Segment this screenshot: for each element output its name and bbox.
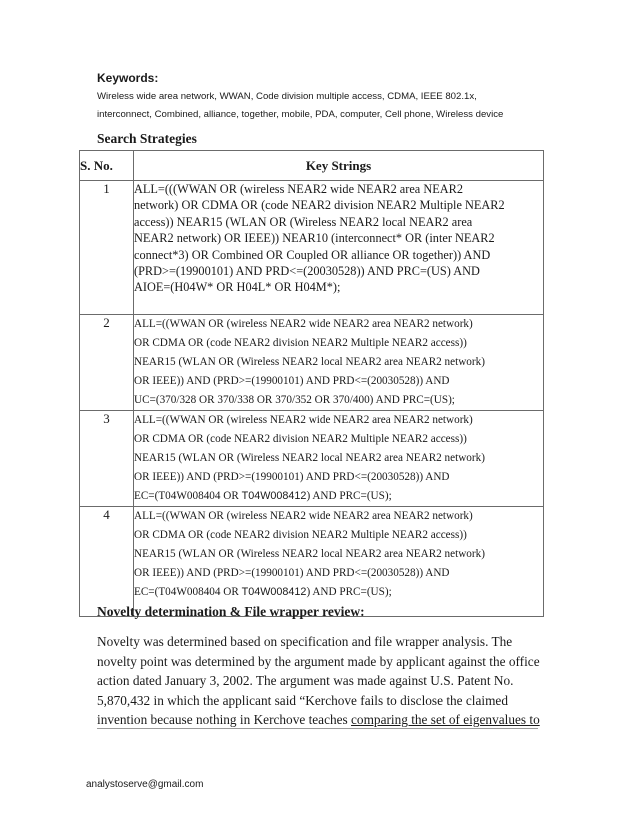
paragraph-line: Novelty was determined based on specification and file wrapper analysis. The — [97, 634, 513, 649]
footer-email: analystoserve@gmail.com — [86, 779, 204, 790]
key-string-line: ALL=((WWAN OR (wireless NEAR2 wide NEAR2 area NEAR2 network) — [134, 414, 473, 426]
key-string-line: NEAR15 (WLAN OR (Wireless NEAR2 local NEAR2 area NEAR2 network) — [134, 452, 485, 464]
key-string-line: ALL=((WWAN OR (wireless NEAR2 wide NEAR2 area NEAR2 network) — [134, 318, 473, 330]
key-string-line — [134, 487, 543, 506]
search-strategies-table — [79, 150, 544, 617]
key-string-text: ) AND PRC=(US); — [306, 490, 392, 502]
keywords-line: Wireless wide area network, WWAN, Code division multiple access, CDMA, IEEE 802.1x, — [97, 91, 477, 102]
key-string-line: NEAR2 network) OR IEEE)) NEAR10 (interconnect* OR (inter NEAR2 — [134, 231, 495, 246]
table-row — [80, 181, 544, 315]
key-string-cell — [134, 181, 544, 315]
key-string-line: NEAR15 (WLAN OR (Wireless NEAR2 local NEAR2 area NEAR2 network) — [134, 356, 485, 368]
row-number: 3 — [80, 411, 134, 507]
key-string-line: OR IEEE)) AND (PRD>=(19900101) AND PRD<=(20030528)) AND — [134, 567, 450, 579]
underlined-text: comparing the set of eigenvalues to — [351, 712, 540, 728]
key-string-line: NEAR15 (WLAN OR (Wireless NEAR2 local NEAR2 area NEAR2 network) — [134, 548, 485, 560]
table-row — [80, 507, 544, 617]
column-header-sno: S. No. — [80, 151, 134, 181]
class-code: T04W008412 — [241, 586, 307, 598]
key-string-text: EC=(T04W008404 OR — [134, 586, 242, 598]
paragraph-line: novelty point was determined by the argument made by applicant against the office — [97, 653, 540, 669]
key-string-line: ALL=(((WWAN OR (wireless NEAR2 wide NEAR2 area NEAR2 — [134, 182, 463, 196]
key-string-line: OR IEEE)) AND (PRD>=(19900101) AND PRD<=(20030528)) AND — [134, 471, 450, 483]
key-string-text: EC=(T04W008404 OR — [134, 490, 242, 502]
table-header-row — [80, 151, 544, 181]
paragraph-line: 5,870,432 in which the applicant said “Kerchove fails to disclose the claimed — [97, 692, 508, 708]
search-strategies-heading: Search Strategies — [97, 131, 197, 146]
keywords-text — [97, 88, 537, 123]
row-number: 2 — [80, 315, 134, 411]
table-row — [80, 411, 544, 507]
key-string-line: OR CDMA OR (code NEAR2 division NEAR2 Multiple NEAR2 access)) — [134, 337, 467, 349]
key-string-line: AIOE=(H04W* OR H04L* OR H04M*); — [134, 280, 341, 295]
key-string-line: UC=(370/328 OR 370/338 OR 370/352 OR 370/400) AND PRC=(US); — [134, 394, 455, 406]
novelty-heading: Novelty determination & File wrapper review: — [97, 604, 365, 619]
key-string-line: ALL=((WWAN OR (wireless NEAR2 wide NEAR2 area NEAR2 network) — [134, 510, 473, 522]
key-string-line: (PRD>=(19900101) AND PRD<=(20030528)) AND PRC=(US) AND — [134, 264, 480, 279]
paragraph-text: invention because nothing in Kerchove teaches — [97, 712, 352, 728]
key-string-line: OR CDMA OR (code NEAR2 division NEAR2 Multiple NEAR2 access)) — [134, 529, 467, 541]
class-code: T04W008412 — [241, 490, 307, 502]
key-string-cell — [134, 315, 544, 411]
keywords-line: interconnect, Combined, alliance, together, mobile, PDA, computer, Cell phone, Wireless device — [97, 108, 504, 120]
key-string-cell — [134, 507, 544, 617]
keywords-heading: Keywords: — [97, 71, 159, 85]
row-number: 4 — [80, 507, 134, 617]
key-string-line: connect*3) OR Combined OR Coupled OR alliance OR together)) AND — [134, 247, 491, 262]
table-row — [80, 315, 544, 411]
key-string-line: network) OR CDMA OR (code NEAR2 division NEAR2 Multiple NEAR2 — [134, 198, 505, 213]
key-string-line — [134, 583, 543, 602]
row-number: 1 — [80, 181, 134, 315]
section-divider — [97, 728, 538, 729]
key-string-cell — [134, 411, 544, 507]
key-string-line: OR CDMA OR (code NEAR2 division NEAR2 Multiple NEAR2 access)) — [134, 433, 467, 445]
key-string-line: access)) NEAR15 (WLAN OR (Wireless NEAR2 local NEAR2 area — [134, 214, 473, 229]
column-header-key-strings: Key Strings — [134, 151, 544, 181]
novelty-paragraph — [97, 632, 547, 730]
paragraph-line: action dated January 3, 2002. The argument was made against U.S. Patent No. — [97, 673, 514, 689]
key-string-text: ) AND PRC=(US); — [306, 586, 392, 598]
key-string-line: OR IEEE)) AND (PRD>=(19900101) AND PRD<=(20030528)) AND — [134, 375, 450, 387]
